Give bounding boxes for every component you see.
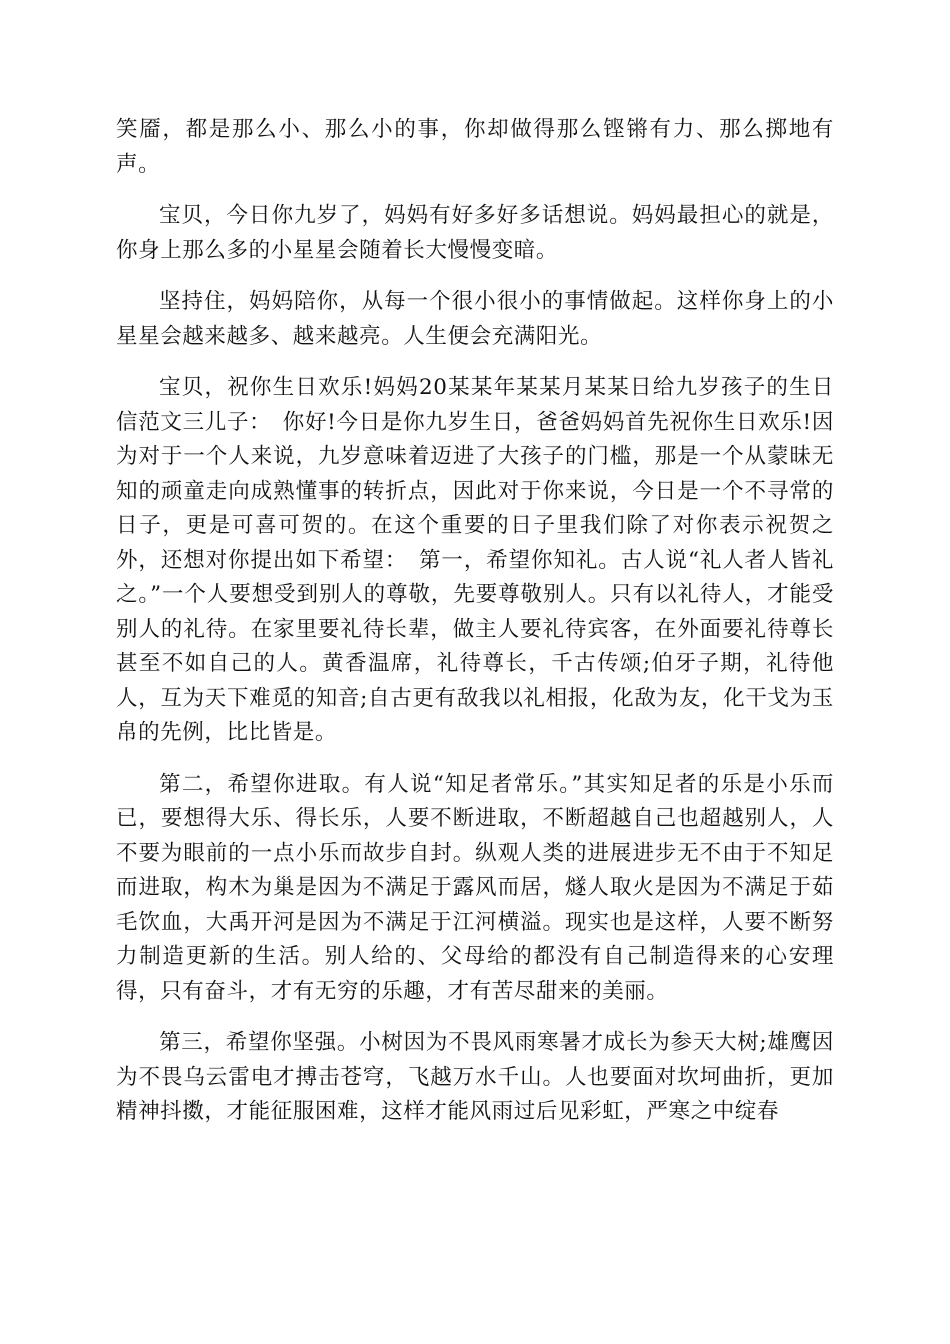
- paragraph-4: 宝贝，祝你生日欢乐!妈妈20某某年某某月某某日给九岁孩子的生日信范文三儿子： 你好!今日是你九岁生日，爸爸妈妈首先祝你生日欢乐!因为对于一个人来说，九岁意味着迈进了大孩子的门槛，那是一个从蒙昧无知的顽童走向成熟懂事的转折点，因此对于你来说，今日是一个不寻常的日子，更是可喜可贺的。在这个重要的日子里我们除了对你表示祝贺之外，还想对你提出如下希望： 第一，希望你知礼。古人说“礼人者人皆礼之。”一个人要想受到别人的尊敬，先要尊敬别人。只有以礼待人，才能受别人的礼待。在家里要礼待长辈，做主人要礼待宾客，在外面要礼待尊长甚至不如自己的人。黄香温席，礼待尊长，千古传颂;伯牙子期，礼待他人，互为天下难觅的知音;自古更有敌我以礼相报，化敌为友，化干戈为玉帛的先例，比比皆是。: [116, 375, 834, 745]
- paragraph-5: 第二，希望你进取。有人说“知足者常乐。”其实知足者的乐是小乐而已，要想得大乐、得长乐，人要不断进取，不断超越自己也超越别人，人不要为眼前的一点小乐而故步自封。纵观人类的进展进步无不由于不知足而进取，构木为巢是因为不满足于露风而居，燧人取火是因为不满足于茹毛饮血，大禹开河是因为不满足于江河横溢。现实也是这样，人要不断努力制造更新的生活。别人给的、父母给的都没有自己制造得来的心安理得，只有奋斗，才有无穷的乐趣，才有苦尽甜来的美丽。: [116, 771, 834, 1004]
- paragraph-3: 坚持住，妈妈陪你，从每一个很小很小的事情做起。这样你身上的小星星会越来越多、越来越亮。人生便会充满阳光。: [116, 289, 834, 349]
- paragraph-2: 宝贝，今日你九岁了，妈妈有好多好多话想说。妈妈最担心的就是，你身上那么多的小星星会随着长大慢慢变暗。: [116, 203, 834, 263]
- paragraph-1: 笑靥，都是那么小、那么小的事，你却做得那么铿锵有力、那么掷地有声。: [116, 117, 834, 177]
- paragraph-6: 第三，希望你坚强。小树因为不畏风雨寒暑才成长为参天大树;雄鹰因为不畏乌云雷电才搏击苍穹，飞越万水千山。人也要面对坎坷曲折，更加精神抖擞，才能征服困难，这样才能风雨过后见彩虹，严寒之中绽春: [116, 1030, 834, 1124]
- document-body: [116, 113, 834, 1130]
